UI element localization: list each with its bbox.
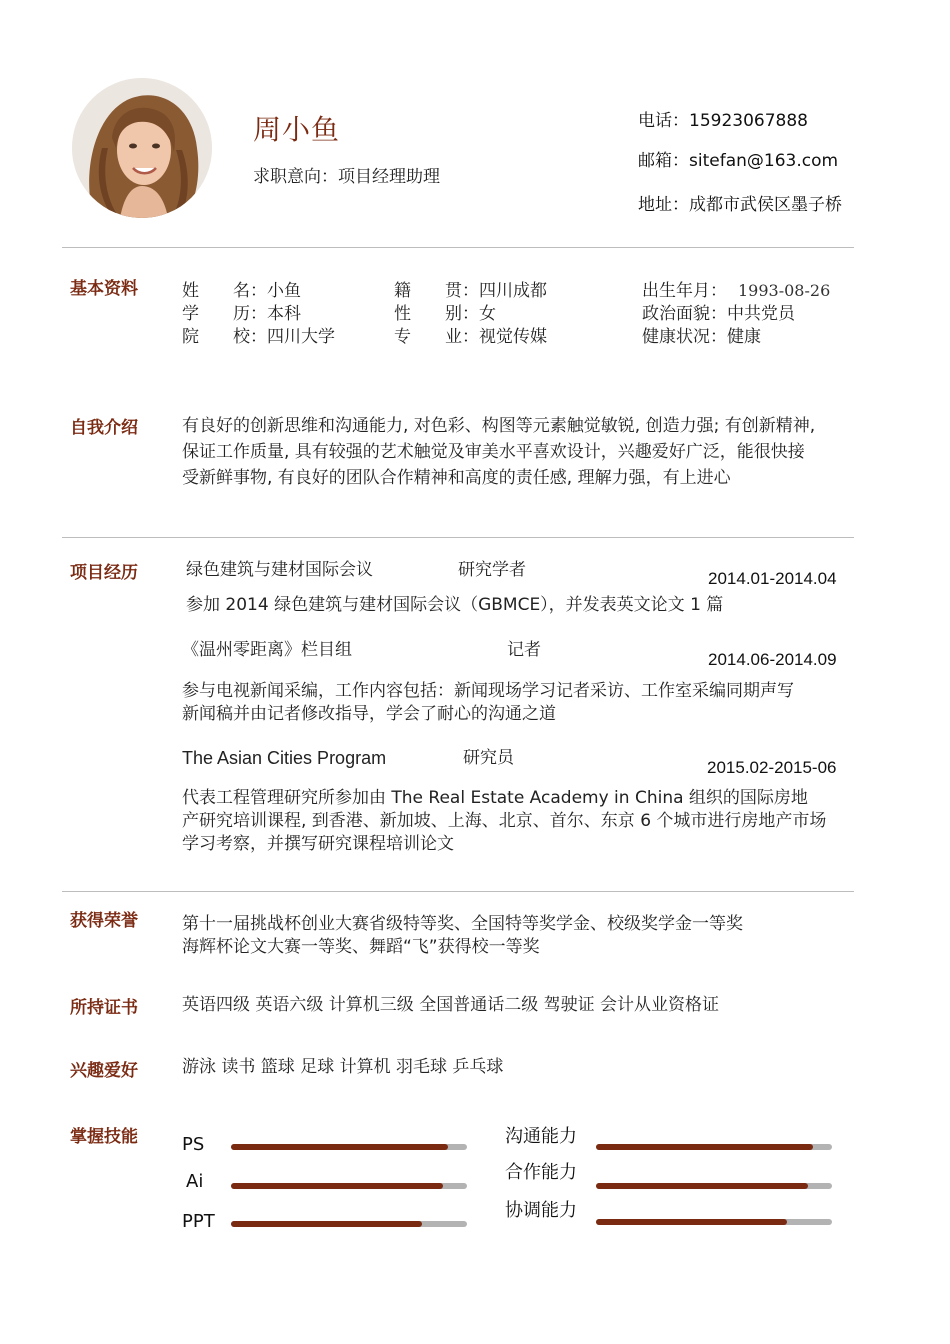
project-role: 研究学者 <box>458 560 526 580</box>
skill-label: 合作能力 <box>505 1162 577 1183</box>
intro-line: 保证工作质量, 具有较强的艺术触觉及审美水平喜欢设计，兴趣爱好广泛，能很快接 <box>182 442 805 462</box>
skill-bar-track <box>231 1183 467 1189</box>
section-title-skills: 掌握技能 <box>70 1127 138 1147</box>
skill-bar-fill <box>596 1144 813 1150</box>
project-role: 研究员 <box>463 748 514 768</box>
section-title-basic: 基本资料 <box>70 279 138 299</box>
info-education: 学 历：本科 <box>182 304 301 324</box>
divider <box>62 537 854 538</box>
skill-bar-track <box>596 1219 832 1225</box>
skill-bar-fill <box>231 1221 422 1227</box>
info-health: 健康状况：健康 <box>642 327 761 347</box>
skill-bar-track <box>596 1144 832 1150</box>
info-birth-value: 1993-08-26 <box>738 281 831 300</box>
project-role: 记者 <box>507 640 541 660</box>
project-desc: 代表工程管理研究所参加由 The Real Estate Academy in China 组织的国际房地 <box>182 788 808 808</box>
phone-text: 电话：15923067888 <box>638 111 808 131</box>
skill-bar-fill <box>596 1219 787 1225</box>
info-major: 专 业：视觉传媒 <box>394 327 547 347</box>
project-date: 2014.01-2014.04 <box>708 569 837 588</box>
project-desc: 参与电视新闻采编，工作内容包括：新闻现场学习记者采访、工作室采编同期声写 <box>182 681 794 701</box>
section-title-certs: 所持证书 <box>70 998 138 1018</box>
email-text: 邮箱：sitefan@163.com <box>638 151 839 171</box>
honor-line: 海辉杯论文大赛一等奖、舞蹈“飞”获得校一等奖 <box>182 937 540 957</box>
project-name: The Asian Cities Program <box>182 748 387 768</box>
skill-label: 沟通能力 <box>505 1126 577 1147</box>
skill-label: Ai <box>186 1171 204 1192</box>
project-desc: 学习考察，并撰写研究课程培训论文 <box>182 834 454 854</box>
address-text: 地址：成都市武侯区墨子桥 <box>638 195 842 215</box>
skill-label: 协调能力 <box>505 1200 577 1221</box>
project-desc: 新闻稿并由记者修改指导，学会了耐心的沟通之道 <box>182 704 556 724</box>
intro-line: 受新鲜事物, 有良好的团队合作精神和高度的责任感, 理解力强，有上进心 <box>182 468 731 488</box>
skill-bar-track <box>231 1221 467 1227</box>
section-title-projects: 项目经历 <box>70 563 138 583</box>
project-date: 2015.02-2015-06 <box>707 758 837 777</box>
skill-bar-fill <box>231 1183 443 1189</box>
skill-label: PS <box>182 1134 205 1155</box>
info-gender: 性 别：女 <box>394 304 496 324</box>
project-name: 《温州零距离》栏目组 <box>182 640 352 660</box>
skill-bar-fill <box>231 1144 448 1150</box>
info-origin: 籍 贯：四川成都 <box>394 281 547 301</box>
project-name: 绿色建筑与建材国际会议 <box>186 560 373 580</box>
info-political: 政治面貌：中共党员 <box>642 304 795 324</box>
skill-label: PPT <box>182 1211 215 1232</box>
section-title-intro: 自我介绍 <box>70 418 138 438</box>
project-desc: 参加 2014 绿色建筑与建材国际会议（GBMCE），并发表英文论文 1 篇 <box>186 595 724 615</box>
job-intent: 求职意向：项目经理助理 <box>253 167 440 187</box>
portrait-image <box>72 78 212 218</box>
certs-text: 英语四级 英语六级 计算机三级 全国普通话二级 驾驶证 会计从业资格证 <box>182 995 720 1015</box>
candidate-name: 周小鱼 <box>253 113 341 146</box>
skill-bar-track <box>596 1183 832 1189</box>
project-date: 2014.06-2014.09 <box>708 650 837 669</box>
section-title-hobbies: 兴趣爱好 <box>70 1061 138 1081</box>
divider <box>62 247 854 248</box>
hobbies-text: 游泳 读书 篮球 足球 计算机 羽毛球 乒乓球 <box>182 1057 504 1077</box>
divider <box>62 891 854 892</box>
info-name: 姓 名：小鱼 <box>182 281 301 301</box>
section-title-honors: 获得荣誉 <box>70 911 138 931</box>
info-birth-label: 出生年月： <box>642 281 727 301</box>
avatar <box>72 78 212 218</box>
skill-bar-fill <box>596 1183 808 1189</box>
skill-bar-track <box>231 1144 467 1150</box>
project-desc: 产研究培训课程, 到香港、新加坡、上海、北京、首尔、东京 6 个城市进行房地产市场 <box>182 811 827 831</box>
info-school: 院 校：四川大学 <box>182 327 335 347</box>
intro-line: 有良好的创新思维和沟通能力, 对色彩、构图等元素触觉敏锐, 创造力强; 有创新精神, <box>182 416 816 436</box>
honor-line: 第十一届挑战杯创业大赛省级特等奖、全国特等奖学金、校级奖学金一等奖 <box>182 914 743 934</box>
